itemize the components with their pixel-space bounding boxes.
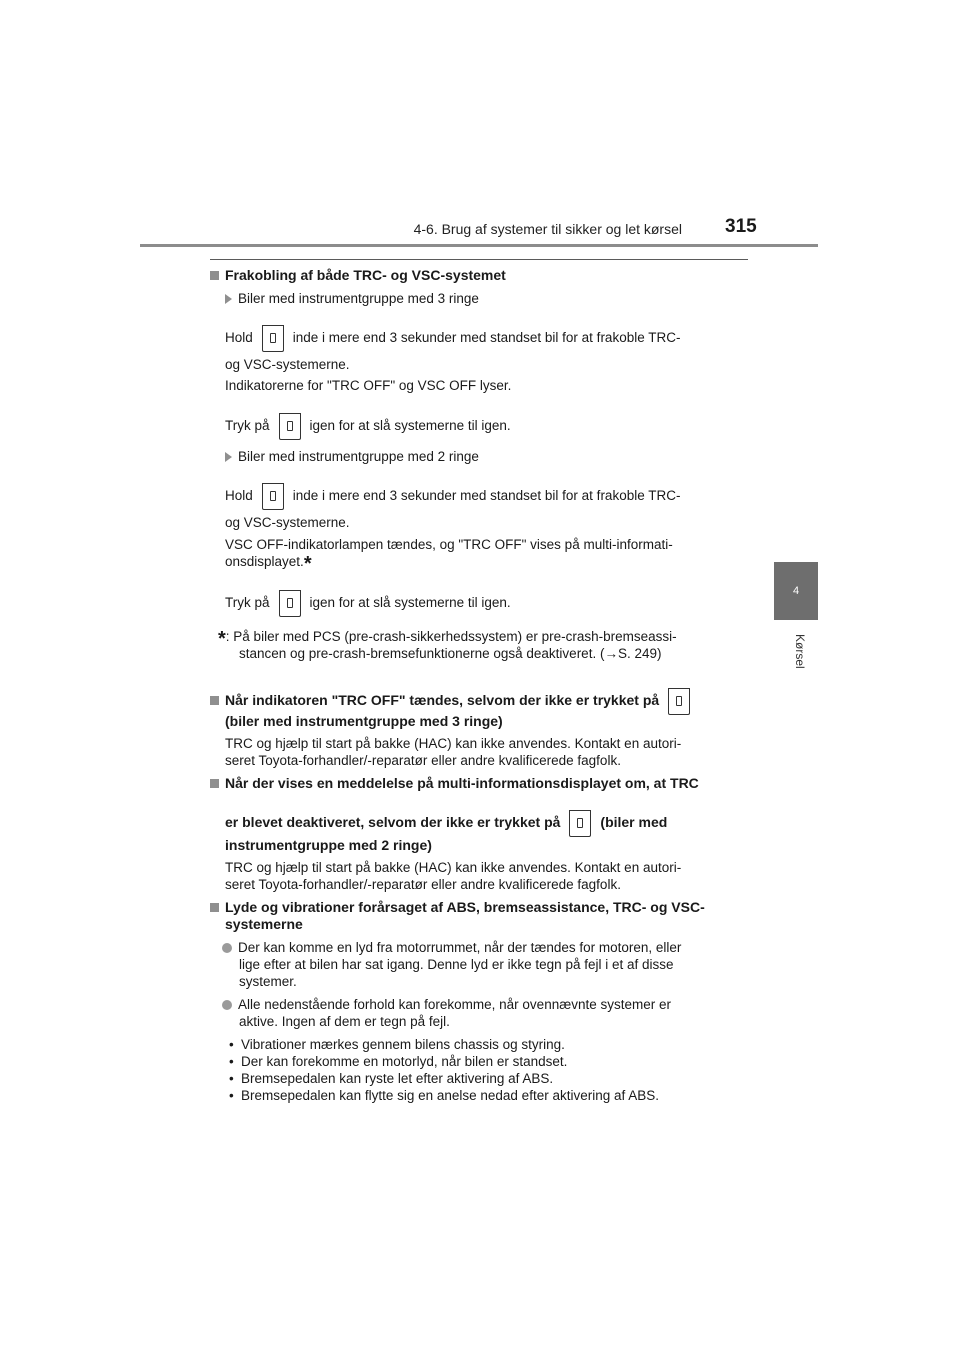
footnote: *: På biler med PCS (pre-crash-sikkerhedssystem) er pre-crash-bremseassi- bbox=[218, 628, 677, 650]
list-item: • Bremsepedalen kan ryste let efter aktivering af ABS. bbox=[229, 1070, 746, 1087]
paragraph: Hold inde i mere end 3 sekunder med standset bil for at frakoble TRC- bbox=[225, 483, 747, 510]
paragraph: Tryk på igen for at slå systemerne til igen. bbox=[225, 413, 747, 440]
triangle-bullet-icon bbox=[225, 294, 232, 304]
trc-off-button-icon bbox=[279, 590, 301, 617]
list-item: Alle nedenstående forhold kan forekomme, når ovennævnte systemer er bbox=[222, 996, 744, 1013]
square-bullet-icon bbox=[210, 696, 219, 705]
section-heading: Når der vises en meddelelse på multi-informationsdisplayet om, at TRC bbox=[210, 775, 748, 792]
section-heading: instrumentgruppe med 2 ringe) bbox=[225, 837, 432, 853]
paragraph: TRC og hjælp til start på bakke (HAC) kan ikke anvendes. Kontakt en autori- bbox=[225, 736, 682, 751]
header-rule bbox=[140, 244, 818, 247]
list-item: Der kan komme en lyd fra motorrummet, når der tændes for motoren, eller bbox=[222, 939, 744, 956]
paragraph: aktive. Ingen af dem er tegn på fejl. bbox=[239, 1014, 450, 1029]
paragraph: og VSC-systemerne. bbox=[225, 515, 350, 530]
paragraph: Tryk på igen for at slå systemerne til igen. bbox=[225, 590, 747, 617]
chapter-tab-label: Kørsel bbox=[793, 634, 807, 669]
section-heading: er blevet deaktiveret, selvom der ikke er trykket på (biler med bbox=[225, 810, 748, 837]
list-item: • Bremsepedalen kan flytte sig en anelse nedad efter aktivering af ABS. bbox=[229, 1087, 746, 1104]
list-item: • Vibrationer mærkes gennem bilens chassis og styring. bbox=[229, 1036, 746, 1053]
sub-heading: Biler med instrumentgruppe med 3 ringe bbox=[225, 290, 747, 307]
trc-off-button-icon bbox=[569, 810, 591, 837]
paragraph: VSC OFF-indikatorlampen tændes, og "TRC OFF" vises på multi-informati- bbox=[225, 537, 673, 552]
trc-off-button-icon bbox=[262, 483, 284, 510]
section-heading: Lyde og vibrationer forårsaget af ABS, bremseassistance, TRC- og VSC- bbox=[210, 899, 748, 916]
triangle-bullet-icon bbox=[225, 452, 232, 462]
footnote-star: * bbox=[303, 553, 312, 575]
paragraph: Indikatorerne for "TRC OFF" og VSC OFF lyser. bbox=[225, 378, 512, 393]
paragraph: og VSC-systemerne. bbox=[225, 357, 350, 372]
paragraph: Hold inde i mere end 3 sekunder med standset bil for at frakoble TRC- bbox=[225, 325, 747, 352]
section-heading: (biler med instrumentgruppe med 3 ringe) bbox=[225, 713, 503, 729]
trc-off-button-icon bbox=[668, 688, 690, 715]
paragraph: lige efter at bilen har sat igang. Denne lyd er ikke tegn på fejl i et af disse bbox=[239, 957, 674, 972]
sub-heading: Biler med instrumentgruppe med 2 ringe bbox=[225, 448, 747, 465]
square-bullet-icon bbox=[210, 779, 219, 788]
section-heading: Når indikatoren "TRC OFF" tændes, selvom der ikke er trykket på bbox=[210, 688, 748, 715]
content-rule bbox=[210, 259, 748, 260]
chapter-tab[interactable]: 4 bbox=[774, 562, 818, 620]
square-bullet-icon bbox=[210, 271, 219, 280]
trc-off-button-icon bbox=[279, 413, 301, 440]
footnote: stancen og pre-crash-bremsefunktionerne også deaktiveret. (→S. 249) bbox=[239, 646, 662, 661]
paragraph: onsdisplayet.* bbox=[225, 553, 312, 575]
circle-bullet-icon bbox=[222, 1000, 232, 1010]
square-bullet-icon bbox=[210, 903, 219, 912]
trc-off-button-icon bbox=[262, 325, 284, 352]
section-heading: Frakobling af både TRC- og VSC-systemet bbox=[210, 267, 748, 284]
section-heading: systemerne bbox=[225, 916, 303, 932]
paragraph: seret Toyota-forhandler/-reparatør eller andre kvalificerede fagfolk. bbox=[225, 753, 621, 768]
page-number: 315 bbox=[725, 216, 757, 237]
footnote-star: * bbox=[218, 628, 226, 650]
paragraph: systemer. bbox=[239, 974, 297, 989]
circle-bullet-icon bbox=[222, 943, 232, 953]
chapter-title: 4-6. Brug af systemer til sikker og let kørsel bbox=[413, 221, 682, 237]
paragraph: seret Toyota-forhandler/-reparatør eller andre kvalificerede fagfolk. bbox=[225, 877, 621, 892]
paragraph: TRC og hjælp til start på bakke (HAC) kan ikke anvendes. Kontakt en autori- bbox=[225, 860, 682, 875]
list-item: • Der kan forekomme en motorlyd, når bilen er standset. bbox=[229, 1053, 746, 1070]
